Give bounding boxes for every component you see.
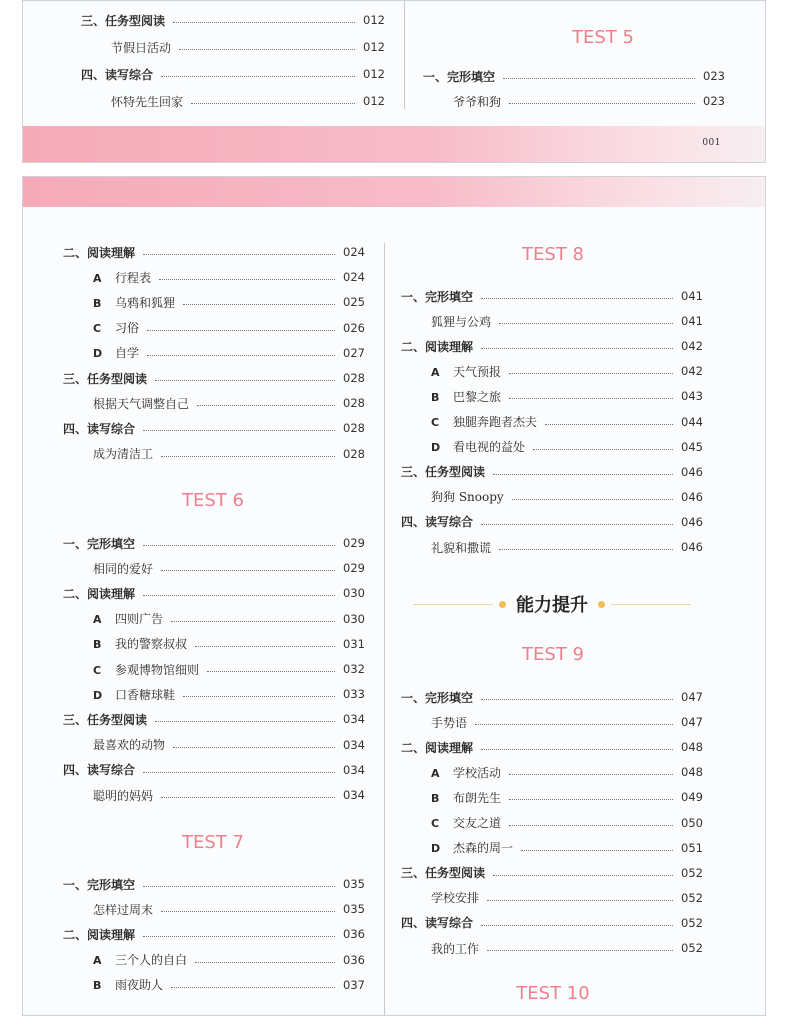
dot-leader	[195, 645, 335, 647]
toc-entry-letter: A	[431, 766, 440, 780]
dot-leader	[143, 594, 335, 596]
toc-entry-title: 我的工作	[431, 941, 480, 956]
toc-page-number: 023	[703, 69, 725, 83]
toc-entry-row	[93, 735, 365, 755]
toc-entry-row	[93, 684, 365, 704]
dot-leader	[509, 102, 695, 104]
toc-section-title: 三、任务型阅读	[81, 13, 166, 28]
dot-leader	[143, 935, 335, 937]
toc-entry-label	[431, 789, 501, 806]
toc-page-number: 045	[681, 439, 703, 454]
dot-leader	[487, 899, 673, 901]
dot-leader	[509, 798, 673, 800]
toc-section-title: 三、任务型阅读	[401, 465, 486, 480]
toc-entry-title: 聪明的妈妈	[93, 788, 154, 803]
toc-entry-row	[431, 537, 703, 557]
toc-entry-letter: D	[93, 347, 103, 361]
test-5-heading: TEST 5	[572, 27, 634, 48]
dot-leader	[499, 548, 673, 550]
toc-section-title: 一、完形填空	[423, 69, 496, 84]
toc-page-number: 046	[681, 540, 703, 554]
toc-entry-label	[431, 363, 501, 380]
dot-leader	[493, 473, 673, 475]
heading-rule-right	[611, 604, 691, 605]
toc-page-number: 012	[363, 13, 385, 27]
toc-entry-title: 学校活动	[453, 765, 502, 780]
toc-page-number: 028	[343, 421, 365, 436]
toc-section-title: 一、完形填空	[401, 690, 474, 705]
toc-page-number: 024	[343, 270, 365, 285]
toc-entry-label	[93, 976, 163, 993]
toc-page-number: 030	[343, 611, 365, 626]
toc-entry-row	[93, 899, 365, 919]
toc-entry-row	[93, 634, 365, 654]
toc-entry-row	[93, 659, 365, 679]
toc-entry-title: 布朗先生	[453, 790, 502, 805]
toc-section-title: 二、阅读理解	[63, 927, 136, 942]
toc-entry-label	[93, 686, 175, 703]
toc-page-number: 032	[343, 662, 365, 676]
toc-entry-label	[93, 661, 199, 678]
toc-section-row	[63, 418, 365, 438]
dot-leader	[155, 720, 335, 722]
toc-entry-row	[431, 712, 703, 732]
toc-section-title: 一、完形填空	[401, 289, 474, 304]
toc-entry-title: 怀特先生回家	[111, 94, 184, 109]
toc-page-number: 036	[343, 927, 365, 942]
dot-leader	[509, 372, 673, 374]
dot-leader	[161, 796, 335, 798]
dot-leader	[183, 695, 335, 697]
toc-entry-letter: B	[93, 638, 102, 652]
toc-entry-row	[93, 393, 365, 413]
dot-leader	[159, 278, 335, 280]
dot-leader	[155, 379, 335, 381]
dot-leader	[545, 423, 673, 425]
test-8-heading: TEST 8	[522, 244, 584, 265]
toc-entry-label	[431, 764, 501, 781]
toc-section-title: 二、阅读理解	[401, 740, 474, 755]
toc-entry-title: 我的警察叔叔	[115, 637, 188, 652]
toc-page-number: 028	[343, 396, 365, 411]
toc-page-number: 026	[343, 320, 365, 335]
dot-leader	[143, 885, 335, 887]
toc-page-number: 023	[703, 94, 725, 108]
toc-entry-title: 手势语	[431, 715, 468, 730]
dot-leader	[179, 48, 355, 50]
dot-leader	[509, 773, 673, 775]
toc-entry-row	[93, 558, 365, 578]
toc-entry-row	[431, 813, 703, 833]
heading-dot-right	[598, 601, 605, 608]
toc-entry-letter: A	[431, 365, 440, 379]
toc-section-row	[401, 737, 703, 757]
toc-entry-row	[93, 444, 365, 464]
test-9-heading: TEST 9	[522, 644, 584, 665]
dot-leader	[512, 498, 673, 500]
toc-section-row	[401, 462, 703, 482]
toc-section-title: 三、任务型阅读	[401, 866, 486, 881]
toc-entry-row	[431, 386, 703, 406]
toc-entry-row	[93, 292, 365, 312]
toc-page-number: 034	[343, 788, 365, 802]
dot-leader	[161, 75, 355, 77]
toc-entry-letter: A	[93, 954, 102, 968]
toc-entry-title: 怎样过周末	[93, 902, 154, 917]
dot-leader	[173, 21, 355, 23]
section-heading-label: 能力提升	[516, 595, 588, 616]
toc-section-row	[63, 242, 365, 262]
toc-entry-row	[93, 267, 365, 287]
toc-page-number: 047	[681, 715, 703, 730]
toc-entry-title: 爷爷和狗	[453, 94, 502, 109]
toc-page-number: 031	[343, 636, 365, 651]
toc-entry-title: 成为清洁工	[93, 447, 154, 462]
dot-leader	[503, 77, 695, 79]
toc-entry-title: 独腿奔跑者杰夫	[453, 415, 538, 429]
toc-section-title: 三、任务型阅读	[63, 371, 148, 386]
toc-entry-title: 狗狗 Snoopy	[431, 490, 504, 505]
toc-entry-label	[93, 269, 151, 286]
dot-leader	[481, 297, 673, 299]
toc-page-number: 052	[681, 915, 703, 930]
toc-entry-title: 参观博物馆细则	[115, 662, 200, 677]
toc-entry-row	[431, 762, 703, 782]
toc-page-number: 033	[343, 687, 365, 702]
toc-entry-row	[431, 437, 703, 457]
toc-page-number: 025	[343, 295, 365, 310]
toc-entry-title: 节假日活动	[111, 40, 172, 55]
toc-section-title: 四、读写综合	[63, 421, 136, 436]
toc-entry-label	[93, 610, 163, 627]
toc-entry-title: 狐狸与公鸡	[431, 314, 492, 329]
toc-section-title: 三、任务型阅读	[63, 712, 148, 727]
toc-entry-row	[431, 361, 703, 381]
toc-entry-letter: B	[431, 791, 440, 805]
column-divider	[404, 1, 405, 109]
toc-page-number: 052	[681, 941, 703, 955]
dot-leader	[197, 404, 335, 406]
toc-entry-title: 口香糖球鞋	[115, 687, 176, 702]
toc-section-title: 二、阅读理解	[401, 339, 474, 354]
toc-entry-title: 礼貌和撒谎	[431, 540, 492, 555]
heading-rule-left	[413, 604, 493, 605]
toc-page-number: 046	[681, 464, 703, 479]
ability-section-heading	[401, 591, 703, 617]
toc-entry-row	[431, 311, 703, 331]
toc-section-title: 四、读写综合	[63, 763, 136, 778]
dot-leader	[481, 698, 673, 700]
dot-leader	[173, 746, 335, 748]
toc-page-number: 037	[343, 977, 365, 992]
toc-entry-row	[431, 888, 703, 908]
dot-leader	[481, 924, 673, 926]
toc-page-top	[22, 0, 766, 163]
dot-leader	[509, 824, 673, 826]
toc-page-number: 035	[343, 877, 365, 891]
toc-section-row	[63, 368, 365, 388]
dot-leader	[521, 849, 673, 851]
toc-section-row	[63, 709, 365, 729]
heading-dot-left	[499, 601, 506, 608]
toc-entry-label	[431, 438, 525, 455]
toc-entry-letter: B	[93, 296, 102, 310]
toc-entry-title: 相同的爱好	[93, 561, 154, 576]
toc-section-row	[401, 863, 703, 883]
toc-entry-letter: D	[431, 842, 441, 856]
toc-section-row	[81, 64, 385, 84]
column-divider	[384, 243, 385, 1016]
dot-leader	[171, 620, 335, 622]
toc-entry-row	[93, 343, 365, 363]
dot-leader	[161, 455, 335, 457]
toc-entry-row	[93, 950, 365, 970]
toc-section-title: 四、读写综合	[401, 916, 474, 931]
toc-section-title: 四、读写综合	[81, 67, 154, 82]
toc-page-number: 036	[343, 952, 365, 967]
toc-entry-title: 自学	[115, 346, 140, 361]
toc-section-title: 一、完形填空	[63, 877, 136, 892]
toc-entry-title: 天气预报	[453, 364, 502, 379]
test-6-heading: TEST 6	[182, 490, 244, 511]
toc-section-row	[423, 66, 725, 86]
dot-leader	[161, 910, 335, 912]
toc-entry-row	[431, 787, 703, 807]
toc-page-main	[22, 176, 766, 1016]
toc-entry-title: 杰森的周一	[453, 841, 514, 856]
toc-page-number: 049	[681, 790, 703, 805]
toc-entry-label	[93, 635, 187, 652]
toc-entry-row	[111, 91, 385, 111]
toc-entry-letter: D	[93, 688, 103, 702]
toc-page-number: 012	[363, 94, 385, 108]
toc-page-number: 052	[681, 890, 703, 905]
toc-entry-letter: A	[93, 613, 102, 627]
toc-page-number: 041	[681, 289, 703, 303]
toc-entry-title: 乌鸦和狐狸	[115, 295, 176, 310]
toc-entry-row	[93, 318, 365, 338]
toc-page-number: 035	[343, 902, 365, 917]
dot-leader	[147, 329, 335, 331]
toc-page-number: 012	[363, 40, 385, 54]
toc-entry-letter: A	[93, 271, 102, 285]
toc-page-number: 029	[343, 561, 365, 576]
dot-leader	[533, 448, 673, 450]
toc-entry-row	[93, 785, 365, 805]
toc-entry-label	[93, 951, 187, 968]
page-header-band	[23, 177, 765, 207]
toc-section-row	[401, 687, 703, 707]
toc-entry-title: 习俗	[115, 321, 140, 336]
toc-section-row	[63, 533, 365, 553]
toc-section-row	[63, 874, 365, 894]
toc-entry-letter: C	[93, 322, 102, 336]
toc-entry-label	[431, 388, 501, 405]
test-7-heading: TEST 7	[182, 832, 244, 853]
dot-leader	[195, 961, 335, 963]
toc-section-row	[63, 924, 365, 944]
dot-leader	[191, 102, 355, 104]
dot-leader	[143, 253, 335, 255]
toc-entry-letter: D	[431, 441, 441, 455]
dot-leader	[481, 523, 673, 525]
toc-page-number: 034	[343, 712, 365, 727]
toc-page-number: 042	[681, 364, 703, 379]
dot-leader	[147, 354, 335, 356]
test-10-heading: TEST 10	[516, 983, 590, 1004]
dot-leader	[481, 347, 673, 349]
toc-entry-title: 巴黎之旅	[453, 389, 502, 404]
toc-entry-row	[431, 838, 703, 858]
toc-page-number: 042	[681, 339, 703, 354]
toc-page-number: 029	[343, 536, 365, 550]
toc-entry-label	[431, 413, 537, 430]
toc-page-number: 052	[681, 865, 703, 880]
toc-entry-row	[431, 412, 703, 432]
dot-leader	[509, 397, 673, 399]
toc-entry-title: 看电视的益处	[453, 440, 526, 455]
toc-entry-row	[431, 487, 703, 507]
toc-section-row	[63, 583, 365, 603]
toc-page-number: 024	[343, 245, 365, 259]
toc-page-number: 028	[343, 371, 365, 385]
toc-entry-title: 雨夜助人	[115, 978, 164, 993]
toc-section-title: 二、阅读理解	[63, 245, 136, 260]
toc-entry-row	[93, 975, 365, 995]
toc-entry-letter: B	[93, 979, 102, 993]
toc-entry-title: 根据天气调整自己	[93, 396, 190, 411]
toc-section-row	[401, 913, 703, 933]
toc-entry-title: 最喜欢的动物	[93, 738, 166, 753]
toc-entry-letter: C	[431, 817, 440, 830]
toc-entry-label	[431, 814, 501, 831]
toc-section-row	[63, 760, 365, 780]
toc-section-row	[401, 336, 703, 356]
toc-page-number: 048	[681, 740, 703, 755]
dot-leader	[487, 949, 673, 951]
toc-entry-label	[93, 294, 175, 311]
dot-leader	[143, 771, 335, 773]
toc-section-title: 一、完形填空	[63, 536, 136, 551]
dot-leader	[499, 322, 673, 324]
page-footer-band	[23, 126, 765, 163]
toc-page-number: 051	[681, 840, 703, 855]
toc-entry-row	[431, 938, 703, 958]
toc-page-number: 047	[681, 690, 703, 704]
dot-leader	[183, 303, 335, 305]
toc-page-number: 050	[681, 815, 703, 830]
dot-leader	[475, 723, 673, 725]
toc-section-row	[401, 512, 703, 532]
toc-page-number: 044	[681, 414, 703, 429]
toc-page-number: 048	[681, 765, 703, 780]
toc-entry-letter: C	[431, 416, 440, 429]
toc-section-title: 四、读写综合	[401, 515, 474, 530]
toc-entry-row	[111, 37, 385, 57]
toc-entry-title: 三个人的自白	[115, 953, 188, 968]
dot-leader	[481, 748, 673, 750]
toc-entry-letter: C	[93, 663, 102, 677]
toc-entry-label	[93, 319, 139, 336]
dot-leader	[493, 874, 673, 876]
dot-leader	[143, 429, 335, 431]
dot-leader	[161, 569, 335, 571]
toc-page-number: 028	[343, 446, 365, 461]
toc-section-row	[81, 10, 385, 30]
toc-page-number: 012	[363, 67, 385, 81]
toc-entry-title: 四则广告	[115, 612, 164, 627]
toc-entry-title: 行程表	[115, 270, 152, 285]
toc-page-number: 043	[681, 389, 703, 404]
toc-entry-title: 学校安排	[431, 891, 480, 906]
page-number: 001	[702, 138, 721, 148]
toc-entry-label	[431, 839, 513, 856]
toc-page-number: 046	[681, 489, 703, 504]
dot-leader	[207, 670, 335, 672]
toc-page-number: 041	[681, 314, 703, 329]
toc-entry-letter: B	[431, 390, 440, 404]
toc-entry-row	[93, 609, 365, 629]
dot-leader	[171, 986, 335, 988]
toc-page-number: 046	[681, 514, 703, 529]
toc-section-row	[401, 286, 703, 306]
dot-leader	[143, 544, 335, 546]
toc-entry-row	[453, 91, 725, 111]
toc-page-number: 034	[343, 737, 365, 752]
toc-section-title: 二、阅读理解	[63, 586, 136, 601]
toc-page-number: 034	[343, 762, 365, 777]
toc-page-number: 027	[343, 345, 365, 360]
toc-entry-title: 交友之道	[453, 816, 502, 830]
toc-page-number: 030	[343, 586, 365, 601]
toc-entry-label	[93, 344, 139, 361]
